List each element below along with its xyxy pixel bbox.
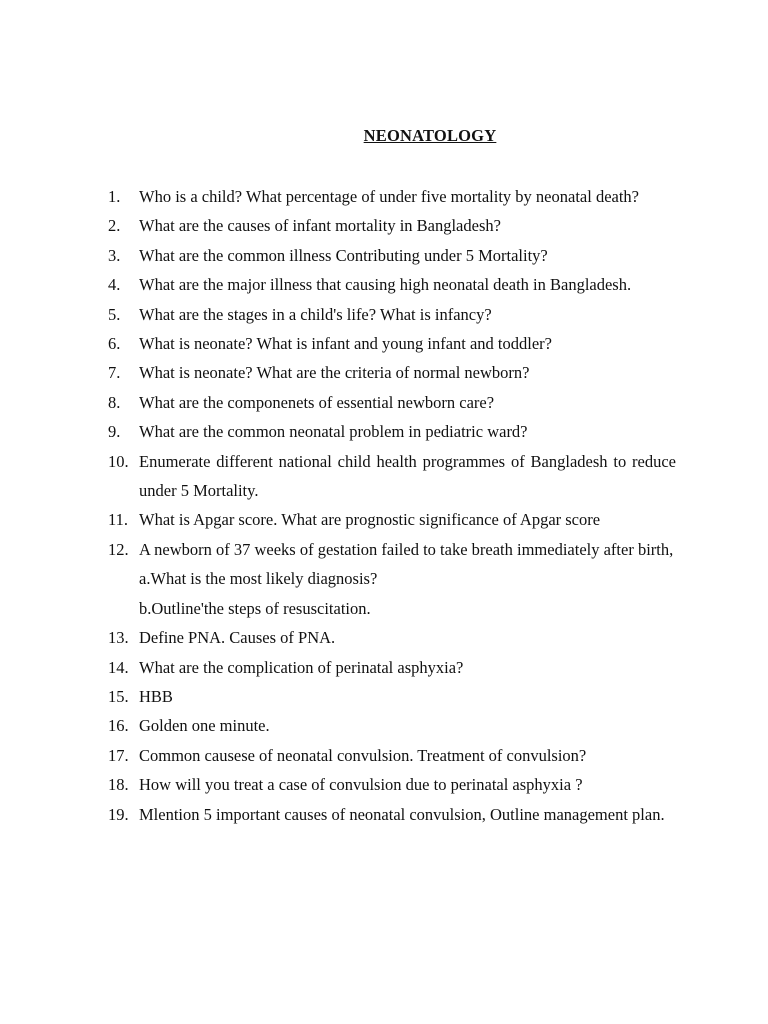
question-text: What are the causes of infant mortality in Bangladesh? bbox=[139, 216, 501, 236]
question-number: 14. bbox=[108, 657, 129, 677]
question-text: HBB bbox=[139, 686, 173, 706]
question-text: What is Apgar score. What are prognostic significance of Apgar score bbox=[139, 510, 601, 530]
question-item bbox=[108, 270, 676, 299]
question-item bbox=[108, 182, 676, 211]
question-number: 19. bbox=[108, 804, 129, 824]
question-text: Common causese of neonatal convulsion. Treatment of convulsion? bbox=[139, 745, 587, 765]
question-number: 10. bbox=[108, 451, 129, 471]
question-text: What are the stages in a child's life? What is infancy? bbox=[139, 304, 492, 324]
question-text: a.What is the most likely diagnosis? bbox=[139, 569, 378, 589]
question-number: 15. bbox=[108, 686, 129, 706]
question-number: 12. bbox=[108, 539, 129, 559]
question-text: Mlention 5 important causes of neonatal convulsion, Outline management plan. bbox=[139, 804, 665, 824]
question-text: What are the complication of perinatal asphyxia? bbox=[139, 657, 464, 677]
question-text: What are the componenets of essential newborn care? bbox=[139, 392, 495, 412]
question-item bbox=[108, 505, 676, 534]
question-number: 3. bbox=[108, 245, 121, 265]
question-item bbox=[108, 623, 676, 652]
question-number: 17. bbox=[108, 745, 129, 765]
question-number: 13. bbox=[108, 628, 129, 648]
question-item bbox=[108, 535, 676, 564]
question-number: 4. bbox=[108, 275, 121, 295]
question-text: Golden one minute. bbox=[139, 716, 270, 736]
question-item bbox=[108, 770, 676, 799]
question-number: 5. bbox=[108, 304, 121, 324]
question-text: What are the common illness Contributing under 5 Mortality? bbox=[139, 245, 548, 265]
question-text: What is neonate? What are the criteria of normal newborn? bbox=[139, 363, 530, 383]
question-item bbox=[108, 741, 676, 770]
question-number: 6. bbox=[108, 334, 121, 354]
question-subitem bbox=[108, 594, 676, 623]
question-item bbox=[108, 447, 676, 506]
question-item bbox=[108, 358, 676, 387]
question-item bbox=[108, 417, 676, 446]
question-text: Define PNA. Causes of PNA. bbox=[139, 628, 336, 648]
question-item bbox=[108, 300, 676, 329]
question-item bbox=[108, 800, 676, 829]
question-number: 9. bbox=[108, 422, 121, 442]
question-text: What is neonate? What is infant and young infant and toddler? bbox=[139, 334, 552, 354]
question-item bbox=[108, 241, 676, 270]
question-text: What are the major illness that causing high neonatal death in Bangladesh. bbox=[139, 275, 632, 295]
question-number: 16. bbox=[108, 716, 129, 736]
question-number: 2. bbox=[108, 216, 121, 236]
question-list bbox=[108, 182, 676, 829]
question-number: 11. bbox=[108, 510, 129, 530]
question-text: b.Outline'the steps of resuscitation. bbox=[139, 598, 371, 618]
question-text: Who is a child? What percentage of under five mortality by neonatal death? bbox=[139, 187, 639, 206]
question-item bbox=[108, 211, 676, 240]
question-text: What are the common neonatal problem in pediatric ward? bbox=[139, 422, 528, 442]
question-item bbox=[108, 682, 676, 711]
question-item bbox=[108, 329, 676, 358]
question-number: 8. bbox=[108, 392, 121, 412]
question-item bbox=[108, 653, 676, 682]
question-text: How will you treat a case of convulsion due to perinatal asphyxia ? bbox=[139, 775, 583, 795]
question-text: A newborn of 37 weeks of gestation failed to take breath immediately after birth, bbox=[139, 539, 674, 559]
question-number: 18. bbox=[108, 775, 129, 795]
question-number: 1. bbox=[108, 187, 121, 206]
question-text: Enumerate different national child health programmes of Bangladesh to reduce under 5 Mortality. bbox=[139, 451, 676, 501]
question-number: 7. bbox=[108, 363, 121, 383]
question-item bbox=[108, 711, 676, 740]
question-item bbox=[108, 388, 676, 417]
page-title: NEONATOLOGY bbox=[363, 126, 497, 145]
question-subitem bbox=[108, 564, 676, 593]
